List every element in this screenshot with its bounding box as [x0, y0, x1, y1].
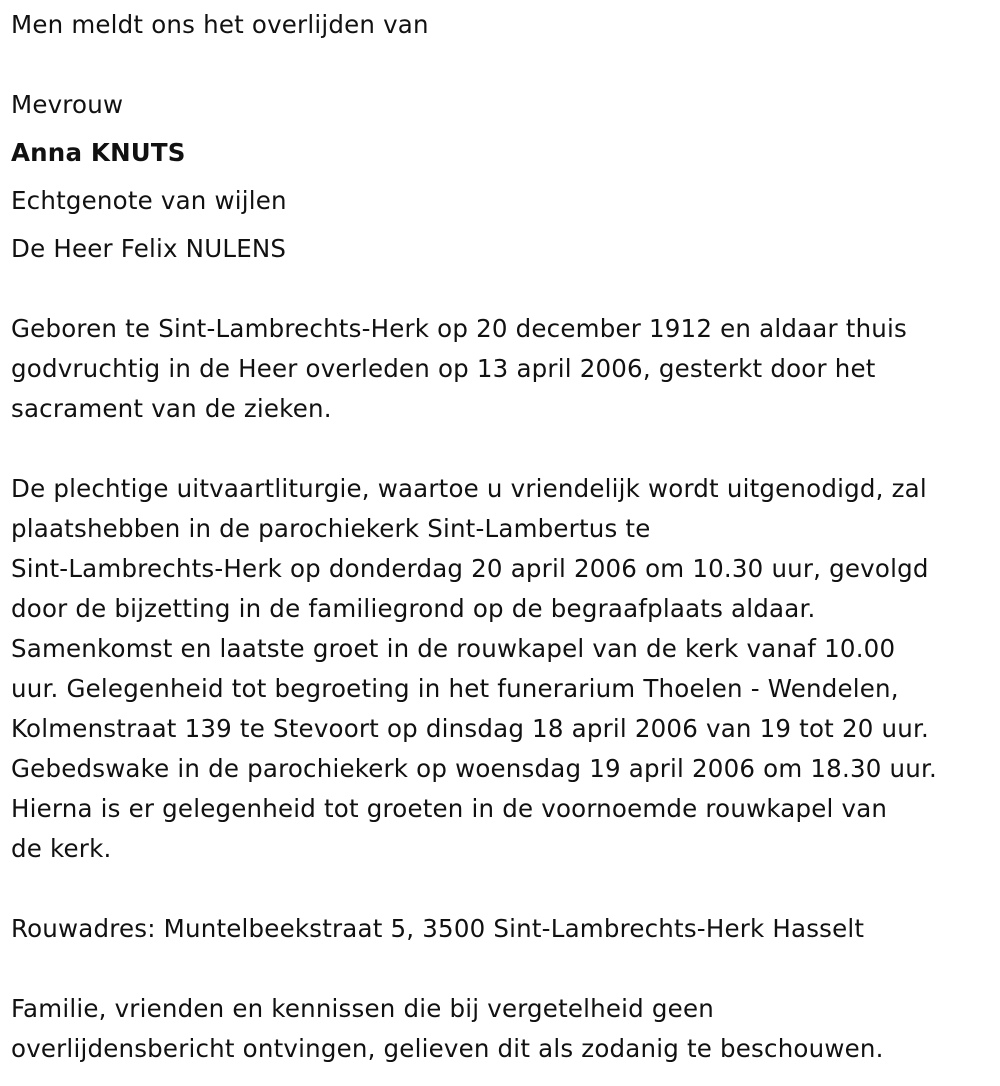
mourning-address: Rouwadres: Muntelbeekstraat 5, 3500 Sint-Lambrechts-Herk Hasselt: [11, 914, 865, 943]
funeral-paragraph-line: Hierna is er gelegenheid tot groeten in de voornoemde rouwkapel van: [11, 794, 888, 823]
funeral-paragraph-line: Gebedswake in de parochiekerk op woensdag 19 april 2006 om 18.30 uur.: [11, 754, 937, 783]
deceased-name: Anna KNUTS: [11, 138, 186, 167]
funeral-paragraph-line: door de bijzetting in de familiegrond op de begraafplaats aldaar.: [11, 594, 816, 623]
birth-paragraph-line: sacrament van de zieken.: [11, 394, 332, 423]
birth-paragraph-line: godvruchtig in de Heer overleden op 13 april 2006, gesterkt door het: [11, 354, 876, 383]
funeral-paragraph-line: De plechtige uitvaartliturgie, waartoe u vriendelijk wordt uitgenodigd, zal: [11, 474, 927, 503]
salutation: Mevrouw: [11, 90, 124, 119]
relation-line-1: Echtgenote van wijlen: [11, 186, 287, 215]
funeral-paragraph-line: uur. Gelegenheid tot begroeting in het funerarium Thoelen - Wendelen,: [11, 674, 899, 703]
funeral-paragraph-line: de kerk.: [11, 834, 112, 863]
funeral-paragraph-line: Samenkomst en laatste groet in de rouwkapel van de kerk vanaf 10.00: [11, 634, 896, 663]
closing-paragraph-line: overlijdensbericht ontvingen, gelieven dit als zodanig te beschouwen.: [11, 1034, 884, 1063]
intro-text: Men meldt ons het overlijden van: [11, 10, 429, 39]
birth-paragraph-line: Geboren te Sint-Lambrechts-Herk op 20 december 1912 en aldaar thuis: [11, 314, 907, 343]
funeral-paragraph-line: Sint-Lambrechts-Herk op donderdag 20 april 2006 om 10.30 uur, gevolgd: [11, 554, 929, 583]
relation-line-2: De Heer Felix NULENS: [11, 234, 287, 263]
closing-paragraph-line: Familie, vrienden en kennissen die bij vergetelheid geen: [11, 994, 714, 1023]
funeral-paragraph-line: plaatshebben in de parochiekerk Sint-Lambertus te: [11, 514, 651, 543]
funeral-paragraph-line: Kolmenstraat 139 te Stevoort op dinsdag 18 april 2006 van 19 tot 20 uur.: [11, 714, 930, 743]
